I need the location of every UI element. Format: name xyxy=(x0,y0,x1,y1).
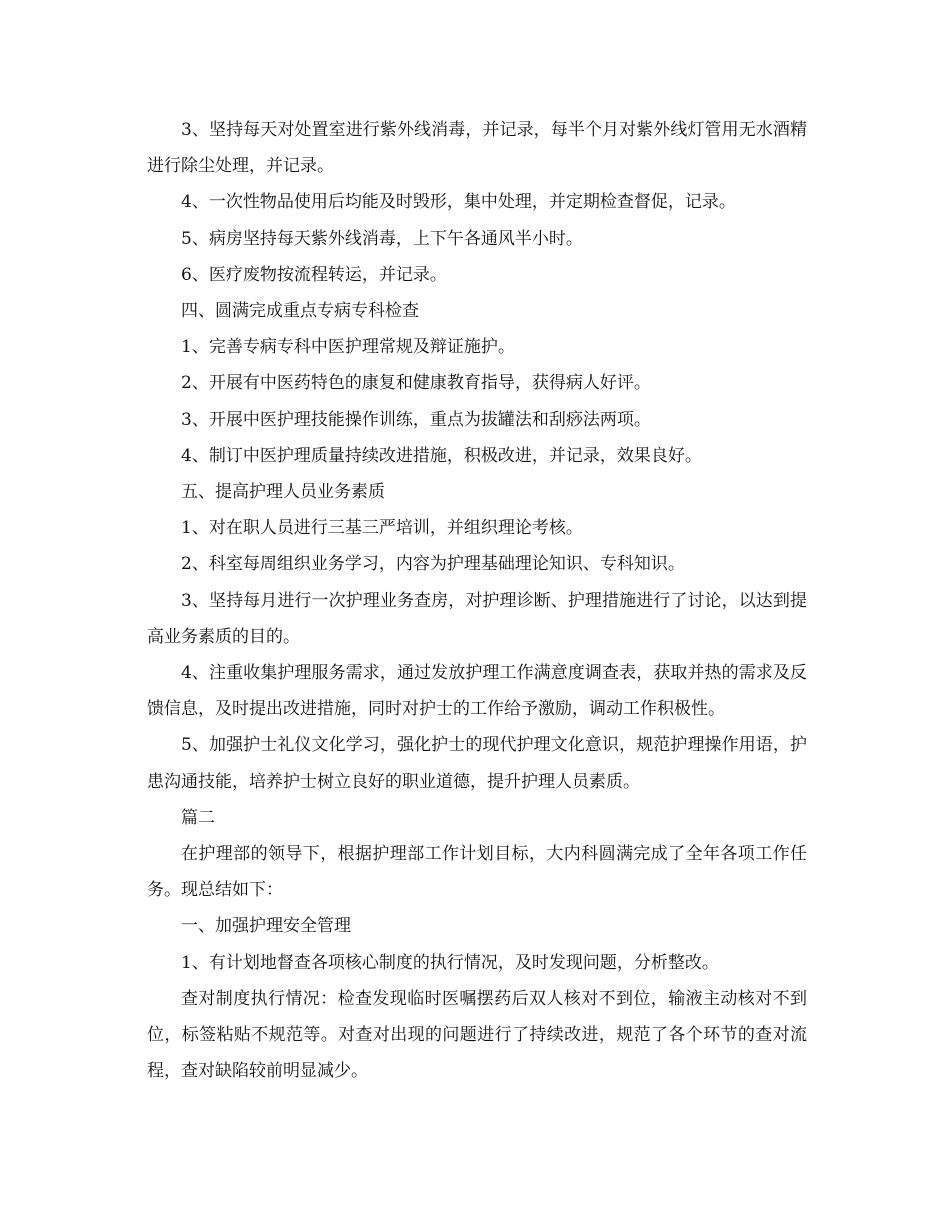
section-heading-safety-management: 一、加强护理安全管理 xyxy=(181,916,351,937)
paragraph-disinfection-treatment-room: 3、坚持每天对处置室进行紫外线消毒，并记录，每半个月对紫外线灯管用无水酒精进行除尘处理，并记录。 xyxy=(147,120,807,177)
paragraph-service-needs: 4、注重收集护理服务需求，通过发放护理工作满意度调查表，获取并热的需求及反馈信息，及时提出改进措施，同时对护士的工作给予激励，调动工作积极性。 xyxy=(147,663,807,720)
section-heading-staff-quality: 五、提高护理人员业务素质 xyxy=(181,482,385,503)
section-heading-specialty-check: 四、圆满完成重点专病专科检查 xyxy=(181,301,419,322)
paragraph-ward-disinfection: 5、病房坚持每天紫外线消毒，上下午各通风半小时。 xyxy=(181,228,583,249)
paragraph-etiquette-culture: 5、加强护士礼仪文化学习，强化护士的现代护理文化意识，规范护理操作用语，护患沟通技能，培养护士树立良好的职业道德，提升护理人员素质。 xyxy=(147,735,807,792)
section-heading-part-two: 篇二 xyxy=(181,807,215,828)
paragraph-disposable-items: 4、一次性物品使用后均能及时毁形，集中处理，并定期检查督促，记录。 xyxy=(181,192,736,213)
paragraph-health-education: 2、开展有中医药特色的康复和健康教育指导，获得病人好评。 xyxy=(181,373,651,394)
paragraph-medical-waste: 6、医疗废物按流程转运，并记录。 xyxy=(181,264,447,285)
paragraph-staff-training: 1、对在职人员进行三基三严培训，并组织理论考核。 xyxy=(181,518,583,539)
paragraph-skill-training: 3、开展中医护理技能操作训练，重点为拔罐法和刮痧法两项。 xyxy=(181,409,651,430)
document-body xyxy=(147,112,807,1089)
paragraph-tcm-routine: 1、完善专病专科中医护理常规及辩证施护。 xyxy=(181,337,515,358)
paragraph-monthly-rounds: 3、坚持每月进行一次护理业务查房，对护理诊断、护理措施进行了讨论，以达到提高业务素质的目的。 xyxy=(147,590,807,647)
paragraph-verification-system: 查对制度执行情况：检查发现临时医嘱摆药后双人核对不到位，输液主动核对不到位，标签粘贴不规范等。对查对出现的问题进行了持续改进，规范了各个环节的查对流程，查对缺陷较前明显减少。 xyxy=(147,988,807,1082)
paragraph-core-system-check: 1、有计划地督查各项核心制度的执行情况，及时发现问题，分析整改。 xyxy=(181,952,719,973)
paragraph-weekly-study: 2、科室每周组织业务学习，内容为护理基础理论知识、专科知识。 xyxy=(181,554,685,575)
paragraph-intro-summary: 在护理部的领导下，根据护理部工作计划目标，大内科圆满完成了全年各项工作任务。现总结如下： xyxy=(147,844,807,901)
paragraph-quality-improvement: 4、制订中医护理质量持续改进措施，积极改进，并记录，效果良好。 xyxy=(181,445,702,466)
